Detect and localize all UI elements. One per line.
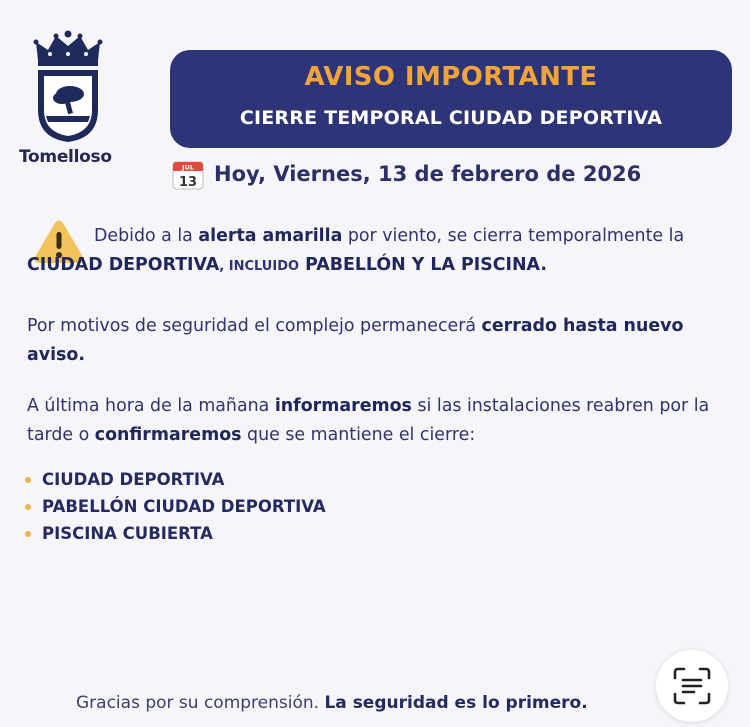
facility-label: PISCINA CUBIERTA [42,524,213,543]
facility-list [24,466,326,547]
facility-label: CIUDAD DEPORTIVA [42,470,225,489]
p2-bold-1: cerrado hasta nuevo aviso. [27,316,684,365]
p3-text-3: que se mantiene el cierre: [241,425,476,445]
town-name: Tomelloso [19,147,112,167]
p1-text-1: Debido a la [94,226,199,246]
p1-text-2: por viento, se cierra temporalmente la [342,226,685,246]
banner-subtitle: CIERRE TEMPORAL CIUDAD DEPORTIVA [239,107,663,129]
text-scan-icon [672,666,712,706]
p2-text-1: Por motivos de seguridad el complejo permanecerá [27,316,482,336]
closure-paragraph [27,222,727,281]
bullet-dot [25,477,31,483]
tomelloso-crest-icon [30,30,106,146]
calendar-month: JUL [182,163,194,172]
update-paragraph [27,392,727,450]
p1-bold-3: PABELLÓN Y LA PISCINA. [299,255,547,275]
p3-bold-2: confirmaremos [94,425,242,445]
text-scan-button[interactable] [656,650,728,722]
bullet-dot [25,504,31,510]
notice-banner [170,50,732,148]
banner-title: AVISO IMPORTANTE [304,62,598,92]
p3-text-1: A última hora de la mañana [27,396,275,416]
security-paragraph [27,312,727,370]
bullet-dot [25,531,31,537]
calendar-day: 13 [178,175,198,190]
calendar-icon [172,160,204,190]
footer-text: Gracias por su comprensión. [76,693,325,713]
p3-text-2: si las instalaciones reabren por la tarde o [27,396,710,445]
footer-bold: La seguridad es lo primero. [324,693,588,713]
p3-bold-1: informaremos [274,396,412,416]
list-item [24,466,326,493]
list-item [24,493,326,520]
p1-text-3: , INCLUIDO [219,259,300,274]
date-text: Hoy, Viernes, 13 de febrero de 2026 [214,162,642,186]
list-item [24,520,326,547]
p1-bold-1: alerta amarilla [198,226,343,246]
footer-message [76,693,588,713]
facility-label: PABELLÓN CIUDAD DEPORTIVA [42,497,326,516]
p1-bold-2: CIUDAD DEPORTIVA [27,255,220,275]
